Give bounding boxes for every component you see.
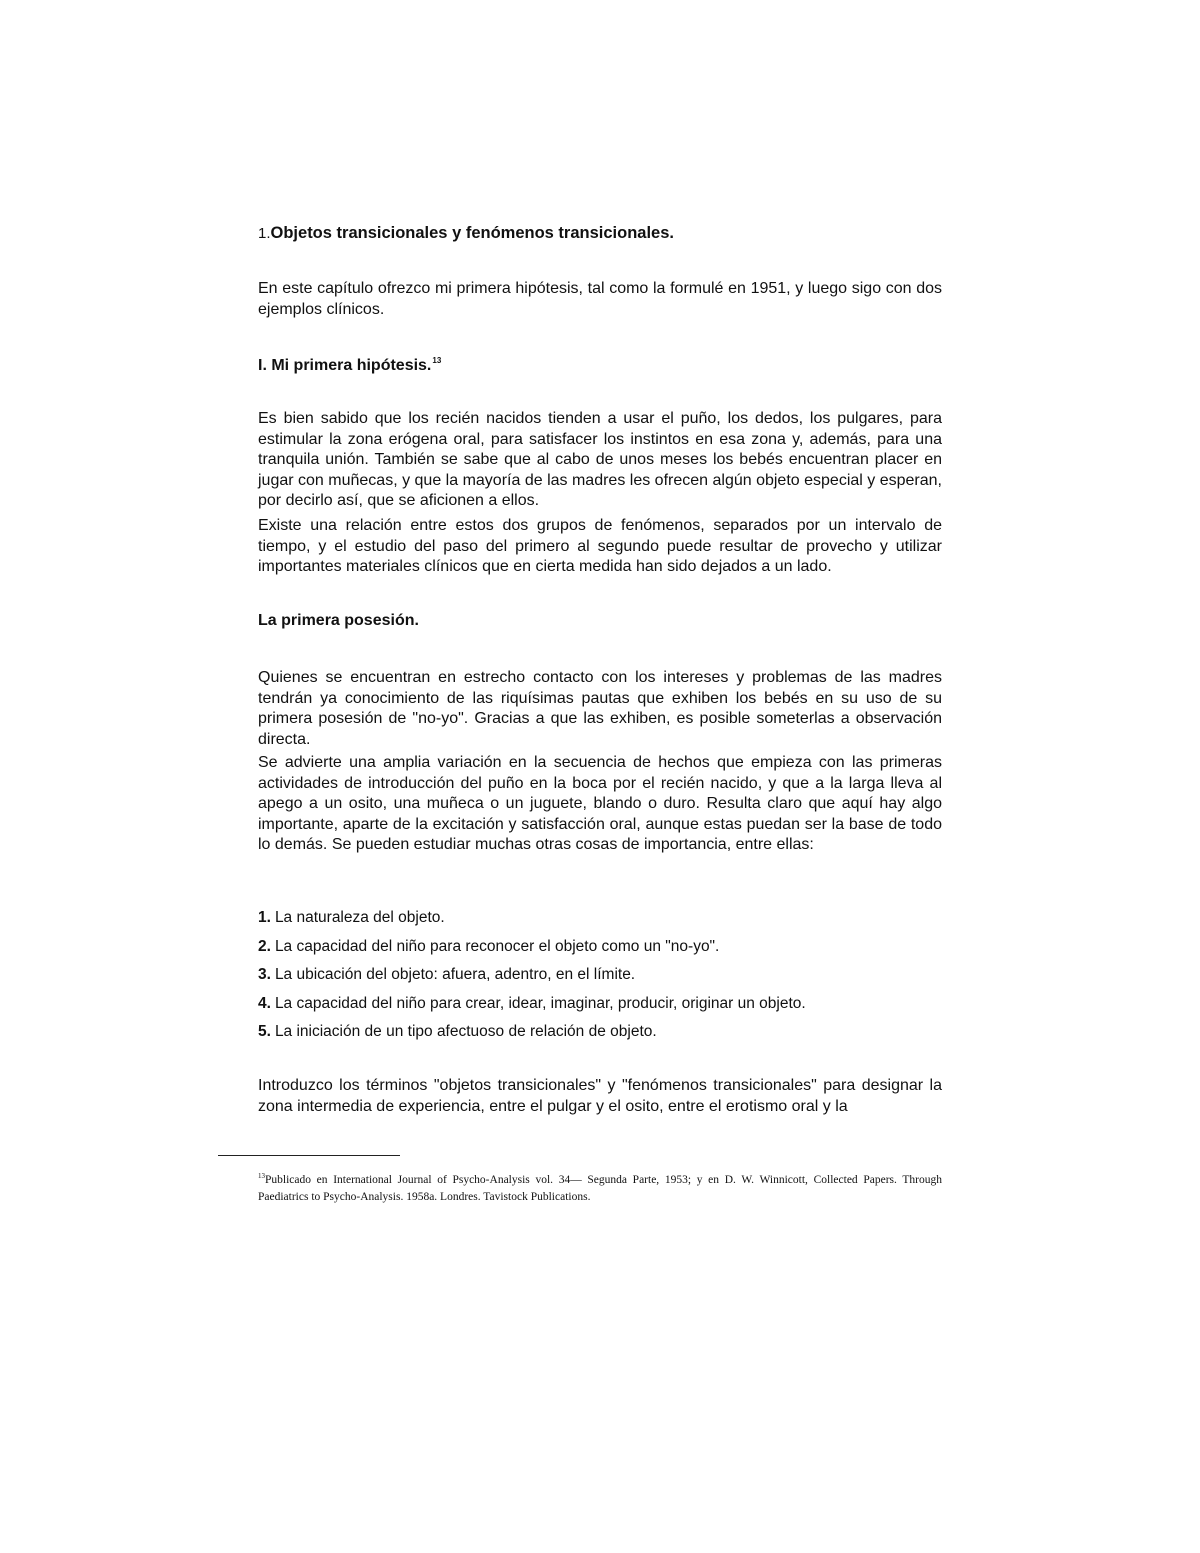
list-item	[258, 993, 806, 1022]
chapter-title	[258, 224, 674, 243]
footnote-reference[interactable]: 13	[432, 356, 442, 365]
paragraph: Se advierte una amplia variación en la secuencia de hechos que empieza con las primeras actividades de introducción del puño en la boca por el recién nacido, y que a la larga lleva al apego a un osito, una muñeca o un juguete, blando o duro. Resulta claro que aquí hay algo importante, aparte de la excitación y satisfacción oral, aunque estas puedan ser la base de todo lo demás. Se pueden estudiar muchas otras cosas de importancia, entre ellas:	[258, 754, 942, 853]
list-item-number: 4.	[258, 994, 271, 1012]
list-item-number: 1.	[258, 909, 271, 926]
list-item-number: 2.	[258, 937, 271, 955]
list-item-text: La naturaleza del objeto.	[274, 909, 445, 926]
list-item-text: La ubicación del objeto: afuera, adentro, en el límite.	[274, 966, 636, 983]
intro-paragraph: En este capítulo ofrezco mi primera hipótesis, tal como la formulé en 1951, y luego sigo con dos ejemplos clínicos.	[258, 280, 942, 318]
list-item	[258, 964, 806, 993]
list-item-text: La capacidad del niño para crear, idear, imaginar, producir, originar un objeto.	[274, 994, 806, 1012]
footnote-text: Publicado en International Journal of Psycho-Analysis vol. 34— Segunda Parte, 1953; y en D. W. Winnicott, Collected Papers. Through Paediatrics to Psycho-Analysis. 1958a. Londres. Tavistock Publications.	[258, 1174, 942, 1203]
paragraph: Existe una relación entre estos dos grupos de fenómenos, separados por un intervalo de tiempo, y el estudio del paso del primero al segundo puede resultar de provecho y utilizar importantes materiales clínicos que en cierta medida han sido dejados a un lado.	[258, 517, 942, 575]
list-item	[258, 936, 806, 965]
paragraph: Es bien sabido que los recién nacidos tienden a usar el puño, los dedos, los pulgares, para estimular la zona erógena oral, para satisfacer los instintos en esa zona y, además, para una tranquila unión. También se sabe que al cabo de unos meses los bebés encuentran placer en jugar con muñecas, y que la mayoría de las madres les ofrecen algún objeto especial y esperan, por decirlo así, que se aficionen a ellos.	[258, 410, 942, 509]
section-heading-text: I. Mi primera hipótesis.	[258, 357, 432, 374]
chapter-title-text: Objetos transicionales y fenómenos transicionales.	[270, 224, 674, 242]
list-item-text: La capacidad del niño para reconocer el objeto como un "no-yo".	[274, 937, 720, 955]
list-item-number: 3.	[258, 966, 271, 983]
list-item	[258, 907, 806, 936]
footnote	[258, 1168, 942, 1206]
list-item-number: 5.	[258, 1023, 271, 1040]
list-item-text: La iniciación de un tipo afectuoso de relación de objeto.	[274, 1023, 657, 1040]
paragraph: Quienes se encuentran en estrecho contacto con los intereses y problemas de las madres tendrán ya conocimiento de las riquísimas pautas que exhiben los bebés en su uso de su primera posesión de "no-yo". Gracias a que las exhiben, es posible someterlas a observación directa.	[258, 669, 942, 748]
footnote-divider	[218, 1155, 400, 1156]
section-heading-first-possession: La primera posesión.	[258, 612, 419, 629]
section-heading-hypothesis	[258, 356, 441, 375]
footnote-mark: 13	[258, 1172, 265, 1180]
chapter-number: 1.	[258, 225, 271, 242]
numbered-list	[258, 907, 806, 1050]
list-item	[258, 1021, 806, 1050]
closing-paragraph: Introduzco los términos "objetos transicionales" y "fenómenos transicionales" para designar la zona intermedia de experiencia, entre el pulgar y el osito, entre el erotismo oral y la	[258, 1077, 942, 1115]
